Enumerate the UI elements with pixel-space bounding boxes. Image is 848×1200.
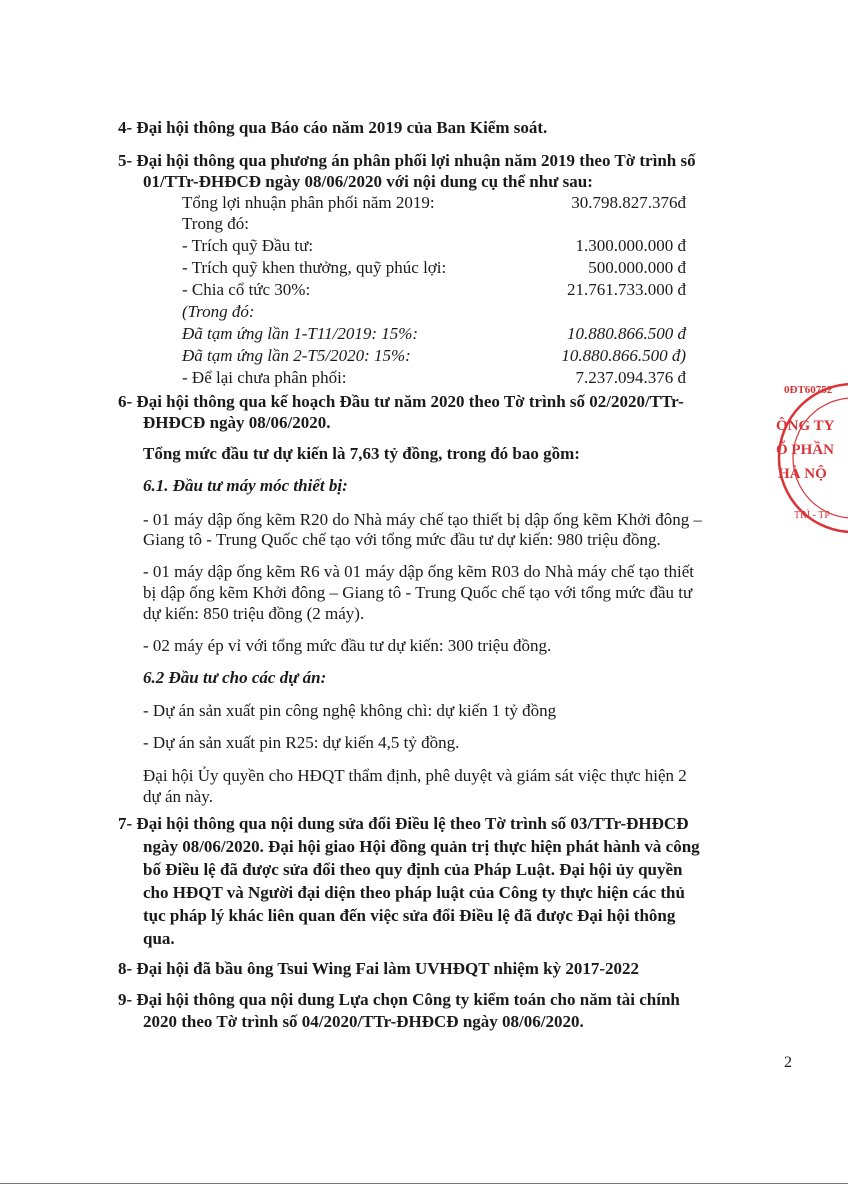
profit-label: Tổng lợi nhuận phân phối năm 2019:	[182, 193, 435, 212]
profit-amount: 10.880.866.500 đ	[567, 324, 686, 343]
profit-label: - Trích quỹ khen thưởng, quỹ phúc lợi:	[182, 258, 447, 277]
item-9-line-2: 2020 theo Tờ trình số 04/2020/TTr-ĐHĐCĐ ngày 08/06/2020.	[143, 1012, 584, 1031]
profit-label: - Chia cổ tức 30%:	[182, 280, 311, 299]
investment-para-3: - 02 máy ép vỉ với tổng mức đầu tư dự kiến: 300 triệu đồng.	[143, 636, 552, 655]
investment-para-2-line-2: bị dập ống kẽm Khởi đông – Giang tô - Trung Quốc chế tạo với tổng mức đầu tư	[143, 583, 693, 602]
item-5-line-2: 01/TTr-ĐHĐCĐ ngày 08/06/2020 với nội dung cụ thể như sau:	[143, 172, 593, 191]
item-7-line-2: ngày 08/06/2020. Đại hội giao Hội đồng quản trị thực hiện phát hành và công	[143, 837, 700, 856]
section-6-2-heading: 6.2 Đầu tư cho các dự án:	[143, 668, 327, 687]
seal-text-bottom: TRÌ - TP	[794, 510, 830, 521]
item-7-line-3: bố Điều lệ đã được sửa đổi theo quy định của Pháp Luật. Đại hội ủy quyền	[143, 860, 683, 879]
page-bottom-rule	[0, 1183, 848, 1184]
profit-label: - Trích quỹ Đầu tư:	[182, 236, 314, 255]
seal-text-top: 0ĐT60752	[784, 384, 833, 396]
investment-para-2-line-3: dự kiến: 850 triệu đồng (2 máy).	[143, 604, 365, 623]
investment-para-6-line-1: Đại hội Ủy quyền cho HĐQT thẩm định, phê duyệt và giám sát việc thực hiện 2	[143, 766, 687, 785]
investment-total: Tổng mức đầu tư dự kiến là 7,63 tỷ đồng, trong đó bao gồm:	[143, 444, 580, 463]
item-9-line-1: 9- Đại hội thông qua nội dung Lựa chọn Công ty kiểm toán cho năm tài chính	[118, 990, 680, 1009]
investment-para-1-line-1: - 01 máy dập ống kẽm R20 do Nhà máy chế tạo thiết bị dập ống kẽm Khởi đông –	[143, 510, 703, 529]
seal-text-line-4: HÀ NỘ	[778, 466, 827, 482]
item-6-line-1: 6- Đại hội thông qua kế hoạch Đầu tư năm 2020 theo Tờ trình số 02/2020/TTr-	[118, 392, 684, 411]
profit-amount: 500.000.000 đ	[588, 258, 686, 277]
company-seal	[748, 378, 848, 538]
profit-label: - Để lại chưa phân phối:	[182, 368, 347, 387]
item-7-line-4: cho HĐQT và Người đại diện theo pháp luật của Công ty thực hiện các thủ	[143, 883, 685, 902]
profit-amount: 10.880.866.500 đ)	[561, 346, 686, 365]
profit-label: Đã tạm ứng lần 1-T11/2019: 15%:	[182, 324, 419, 343]
item-4: 4- Đại hội thông qua Báo cáo năm 2019 của Ban Kiểm soát.	[118, 118, 548, 137]
investment-para-2-line-1: - 01 máy dập ống kẽm R6 và 01 máy dập ống kẽm R03 do Nhà máy chế tạo thiết	[143, 562, 694, 581]
investment-para-1-line-2: Giang tô - Trung Quốc chế tạo với tổng mức đầu tư dự kiến: 980 triệu đồng.	[143, 530, 661, 549]
item-6-line-2: ĐHĐCĐ ngày 08/06/2020.	[143, 413, 331, 432]
item-5-line-1: 5- Đại hội thông qua phương án phân phối lợi nhuận năm 2019 theo Tờ trình số	[118, 151, 696, 170]
investment-para-6-line-2: dự án này.	[143, 787, 213, 806]
profit-amount: 1.300.000.000 đ	[575, 236, 686, 255]
page-number: 2	[784, 1054, 792, 1071]
investment-para-4: - Dự án sản xuất pin công nghệ không chì: dự kiến 1 tỷ đồng	[143, 701, 557, 720]
profit-label: Đã tạm ứng lần 2-T5/2020: 15%:	[182, 346, 411, 365]
seal-text-line-2: ÔNG TY	[776, 418, 835, 434]
profit-amount: 30.798.827.376đ	[571, 193, 686, 212]
profit-label: Trong đó:	[182, 214, 249, 233]
item-7-line-1: 7- Đại hội thông qua nội dung sửa đổi Điều lệ theo Tờ trình số 03/TTr-ĐHĐCĐ	[118, 814, 689, 833]
profit-amount: 7.237.094.376 đ	[575, 368, 686, 387]
section-6-1-heading: 6.1. Đầu tư máy móc thiết bị:	[143, 476, 348, 495]
item-7-line-6: qua.	[143, 929, 175, 948]
item-8: 8- Đại hội đã bầu ông Tsui Wing Fai làm UVHĐQT nhiệm kỳ 2017-2022	[118, 959, 639, 978]
seal-text-line-3: Ổ PHẦN	[776, 442, 834, 458]
profit-label: (Trong đó:	[182, 302, 255, 321]
investment-para-5: - Dự án sản xuất pin R25: dự kiến 4,5 tỷ đồng.	[143, 733, 460, 752]
profit-amount: 21.761.733.000 đ	[567, 280, 686, 299]
item-7-line-5: tục pháp lý khác liên quan đến việc sửa đổi Điều lệ đã được Đại hội thông	[143, 906, 676, 925]
